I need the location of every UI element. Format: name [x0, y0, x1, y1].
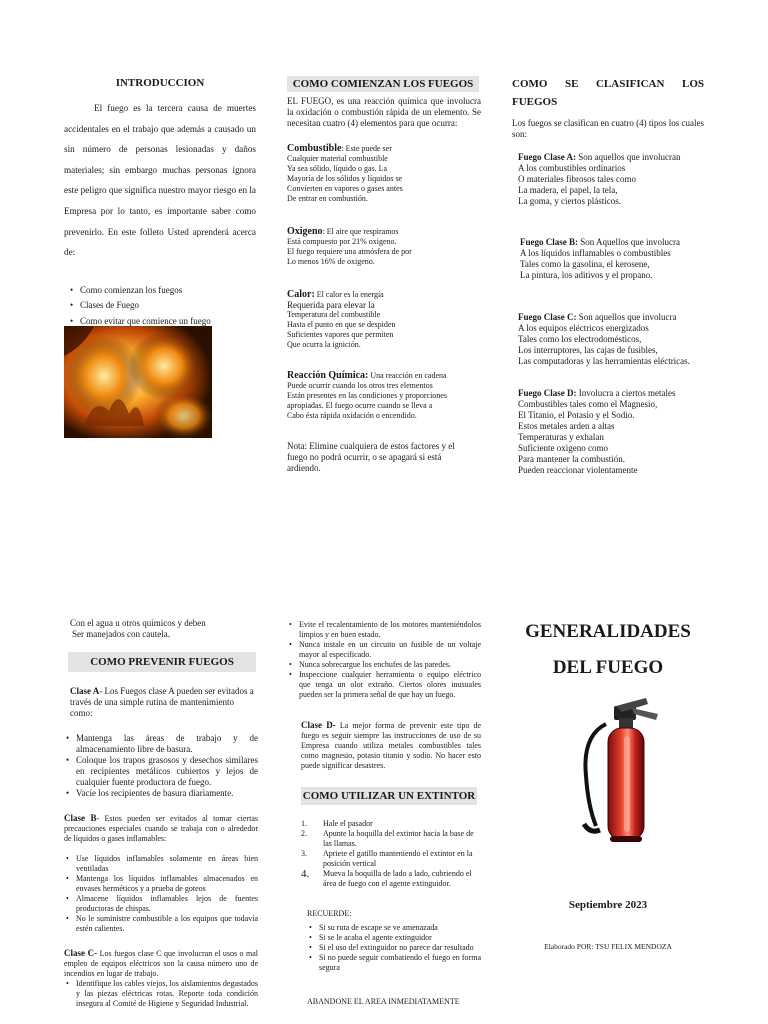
prevenir-panel: [64, 618, 258, 1009]
list-item: • No le suministre combustible a los equipos que todavía estén calientes.: [64, 914, 258, 934]
clase-d-text: Involucra a ciertos metales: [576, 388, 676, 398]
comienzan-title: COMO COMIENZAN LOS FUEGOS: [287, 76, 479, 92]
calor-line: Temperatura del combustible: [287, 310, 381, 319]
list-item: • Almacene líquidos inflamables lejos de fuentes productoras de chispas.: [64, 894, 258, 914]
clase-b-text: Son Aquellos que involucra: [578, 237, 680, 247]
prevenir-title: COMO PREVENIR FUEGOS: [68, 652, 256, 672]
clase-a-block: [512, 152, 704, 207]
oxigeno-line: Está compuesto por 21% oxigeno.: [287, 237, 397, 246]
list-item: • Use líquidos inflamables solamente en áreas bien ventiladas: [64, 854, 258, 874]
prevenir-a-list: [64, 733, 258, 799]
cover-date: Septiembre 2023: [568, 899, 648, 911]
calor-text: El calor es la energía: [314, 290, 384, 299]
intro-panel: [64, 76, 256, 345]
list-item: • Coloque los trapos grasosos y desechos similares en recipientes metálicos cubiertos y lejos de cualquier fuente productora de fuego.: [64, 755, 258, 788]
clase-a-line: La goma, y ciertos plásticos.: [518, 196, 621, 206]
list-item: • Mantenga las áreas de trabajo y de almacenamiento libre de basura.: [64, 733, 258, 755]
prevenir-d: [287, 720, 481, 771]
clase-b-line: La pintura, los aditivos y el propano.: [520, 270, 653, 280]
step-number: 4.: [301, 868, 310, 880]
step-text: Hale el pasador: [323, 819, 373, 828]
prevenir-d-text: La mejor forma de prevenir este tipo de fuego es seguir siempre las instrucciones de uso de su Empresa cuando utiliza metales combustibles tales como magnesio, potasio titanio y sodio. No hacer esto puede significar desastres.: [301, 721, 481, 770]
calor-line: Hasta el punto en que se despiden: [287, 320, 396, 329]
clase-d-line: Para mantener la combustión.: [518, 454, 625, 464]
calor-label: Calor:: [287, 289, 315, 300]
list-item: • Si su ruta de escape se ve amenazada: [307, 923, 481, 933]
clase-d-label: Fuego Clase D:: [518, 388, 577, 398]
prevenir-cont: Con el agua u otros químicos y deben: [70, 618, 206, 628]
calor-line: Suficientes vapores que permiten: [287, 330, 394, 339]
prevenir-b-text: - Estos pueden ser evitados al tomar ciertas precauciones especiales cuando se trabaja con o alrededor de líquidos o gases inflamables:: [64, 814, 258, 843]
list-item: • Si no puede seguir combatiendo el fuego en forma segura: [307, 953, 481, 973]
combustible-label: Combustible: [287, 143, 342, 154]
middle-bottom-panel: [287, 620, 481, 1007]
oxigeno-text: : El aire que respiramos: [322, 227, 399, 236]
list-item: • Si se le acaba el agente extinguidor: [307, 933, 481, 943]
oxigeno-line: Lo menos 16% de oxigeno.: [287, 257, 375, 266]
calor-line: Que ocurra la ignición.: [287, 340, 361, 349]
oxigeno-line: El fuego requiere una atmósfera de por: [287, 247, 412, 256]
list-item: • Clases de Fuego: [68, 298, 256, 314]
step-number: 2.: [301, 829, 307, 838]
clase-b-block: [512, 237, 704, 281]
clase-c-line: Tales como los electrodomésticos,: [518, 334, 642, 344]
combustible-line: De entrar en combustión.: [287, 194, 368, 203]
prevenir-c-more-list: [287, 620, 481, 700]
step-item: [301, 819, 481, 829]
step-text: Mueva la boquilla de lado a lado, cubriendo el área de fuego con el agente extinguidor.: [323, 869, 472, 888]
clase-c-text: Son aquellos que involucra: [576, 312, 677, 322]
extintor-steps: [287, 819, 481, 889]
reaccion-block: [287, 370, 483, 421]
clase-c-line: Las computadoras y las herramientas eléctricas.: [518, 356, 690, 366]
clase-a-line: A los combustibles ordinarios: [518, 163, 626, 173]
fire-photo: [64, 326, 212, 438]
reaccion-line: apropiadas. El fuego ocurre cuando se lleva a: [287, 401, 433, 410]
prevenir-c: [64, 948, 258, 979]
reaccion-line: Están presentes en las condiciones y proporciones: [287, 391, 447, 400]
clasifican-intro: Los fuegos se clasifican en cuatro (4) tipos los cuales son:: [512, 118, 704, 139]
clasifican-title: COMO SE CLASIFICAN LOS: [512, 78, 704, 90]
recuerde-label: RECUERDE:: [307, 909, 352, 918]
step-item: [301, 849, 481, 869]
list-item: • Vacíe los recipientes de basura diariamente.: [64, 788, 258, 799]
reaccion-line: Puede ocurrir cuando los otros tres elementos: [287, 381, 433, 390]
step-item: [301, 829, 481, 849]
clase-a-text: Son aquellos que involucran: [576, 152, 681, 162]
cover-title: GENERALIDADES: [525, 621, 691, 642]
fire-image: [64, 326, 212, 438]
cover-author: Elaborado POR: TSU FELIX MENDOZA: [544, 942, 672, 951]
clase-b-label: Fuego Clase B:: [520, 237, 578, 247]
prevenir-a-text: - Los Fuegos clase A pueden ser evitados a través de una simple rutina de mantenimiento como:: [70, 686, 254, 718]
fire-extinguisher-icon: [576, 696, 666, 846]
prevenir-d-label: Clase D-: [301, 720, 336, 730]
combustible-line: Convierten en vapores o gases antes: [287, 184, 403, 193]
extinguisher-illustration: [576, 696, 666, 846]
clasifican-panel: [512, 76, 704, 476]
prevenir-b: [64, 813, 258, 844]
step-number: 3.: [301, 849, 307, 858]
combustible-line: Mayoría de los sólidos y líquidos se: [287, 174, 403, 183]
clase-d-line: Pueden reaccionar violentamente: [518, 465, 638, 475]
clase-c-label: Fuego Clase C:: [518, 312, 577, 322]
list-item: • Mantenga los líquidos inflamables almacenados en envases herméticos y a prueba de goteos: [64, 874, 258, 894]
list-item: • Como evitar que comience un fuego: [68, 314, 256, 330]
list-item: • Nunca instale en un circuito un fusible de un voltaje mayor al especificado.: [287, 640, 481, 660]
step-number: 1.: [301, 819, 307, 828]
clase-a-line: La madera, el papel, la tela,: [518, 185, 618, 195]
clase-c-block: [512, 312, 704, 367]
reaccion-text: Una reacción en cadena: [368, 371, 447, 380]
cover-title-2: DEL FUEGO: [552, 657, 664, 678]
prevenir-c-label: Clase C-: [64, 948, 98, 958]
list-item: • Inspeccione cualquier herramienta o equipo eléctrico que tenga un olor extraño. Ciertos olores inusuales pueden ser la primera señal de que hay un fuego.: [287, 670, 481, 700]
clase-b-line: A los líquidos inflamables o combustibles: [520, 248, 671, 258]
comienzan-panel: [287, 76, 483, 474]
intro-body: El fuego es la tercera causa de muertes accidentales en el trabajo que además a causado un sin número de personas lesionadas y daños materiales; sin embargo muchas personas ignora este peligro que significa nuestro mayor riesgo en la Empresa por lo tanto, es importante saber como prevenirlo. En este folleto Usted aprenderá acerca de:: [64, 103, 256, 258]
prevenir-a: [64, 686, 258, 719]
prevenir-c-list: [64, 979, 258, 1009]
nota-text: Nota: Elimine cualquiera de estos factores y el fuego no podrá ocurrir, o se apagará si está ardiendo.: [287, 441, 455, 473]
extintor-title: COMO UTILIZAR UN EXTINTOR: [301, 787, 477, 805]
abandone-text: ABANDONE EL AREA INMEDIATAMENTE: [307, 997, 460, 1006]
clase-b-line: Tales como la gasolina, el kerosene,: [520, 259, 650, 269]
list-item: • Evite el recalentamiento de los motores manteniéndolos limpios y en buen estado.: [287, 620, 481, 640]
comienzan-intro: EL FUEGO, es una reacción química que involucra la oxidación o combustión rápida de un elemento. Se necesitan cuatro (4) elementos para que ocurra:: [287, 96, 481, 128]
list-item: • Como comienzan los fuegos: [68, 283, 256, 299]
prevenir-a-label: Clase A: [70, 686, 100, 696]
clase-c-line: Los interruptores, las cajas de fusibles,: [518, 345, 658, 355]
step-text: Apriete el gatillo manteniendo el extintor en la posición vertical: [323, 849, 473, 868]
clase-d-line: Temperaturas y exhalan: [518, 432, 604, 442]
clase-a-line: O materiales fibrosos tales como: [518, 174, 636, 184]
list-item: • Identifique los cables viejos, los aislamientos degastados y las piezas eléctricas rotas. Reporte toda condición insegura al Comité de Higiene y Seguridad Industrial.: [64, 979, 258, 1009]
recuerde-list: [287, 923, 481, 973]
clase-a-label: Fuego Clase A:: [518, 152, 576, 162]
reaccion-line: Cabo ésta rápida oxidación o encendido.: [287, 411, 417, 420]
calor-block: [287, 289, 483, 350]
oxigeno-block: [287, 226, 483, 267]
step-text: Apunte la boquilla del extintor hacia la base de las llamas.: [323, 829, 474, 848]
oxigeno-label: Oxigeno: [287, 226, 323, 237]
clase-d-line: El Titanio, el Potasio y el Sodio.: [518, 410, 635, 420]
cover-panel: [512, 618, 704, 952]
prevenir-cont-2: Ser manejados con cautela.: [72, 629, 170, 639]
intro-title: INTRODUCCION: [115, 77, 205, 89]
prevenir-c-text: Los fuegos clase C que involucran el usos o mal empleo de equipos eléctricos son la causa número uno de incendios en lugar de trabajo.: [64, 949, 258, 978]
combustible-text: : Este puede ser: [341, 144, 392, 153]
prevenir-b-label: Clase B: [64, 813, 97, 823]
combustible-line: Cualquier material combustible: [287, 154, 388, 163]
list-item: • Nunca sobrecargue los enchufes de las paredes.: [287, 660, 481, 670]
calor-line: Requerida para elevar la: [287, 300, 375, 310]
clase-d-line: Estos metales arden a altas: [518, 421, 615, 431]
clase-d-line: Combustibles tales como el Magnesio,: [518, 399, 658, 409]
step-item: [301, 869, 481, 889]
clasifican-title-2: FUEGOS: [512, 96, 558, 108]
list-item: • Si el uso del extinguidor no parece dar resultado: [307, 943, 481, 953]
reaccion-label: Reacción Química:: [287, 370, 369, 381]
prevenir-b-list: [64, 854, 258, 934]
clase-d-block: [512, 388, 704, 476]
combustible-block: [287, 143, 483, 204]
combustible-line: Ya sea sólido, líquido o gas. La: [287, 164, 388, 173]
clase-d-line: Suficiente oxigeno como: [518, 443, 608, 453]
clase-c-line: A los equipos eléctricos energizados: [518, 323, 649, 333]
